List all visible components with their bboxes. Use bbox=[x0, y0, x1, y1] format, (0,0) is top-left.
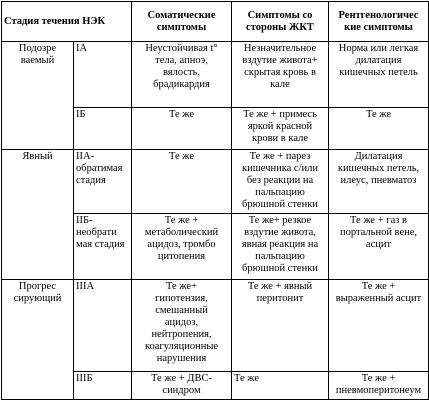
somatic-cell: Те же + ДВС- синдром bbox=[132, 372, 232, 400]
substage-cell: IA bbox=[74, 42, 132, 108]
gi-cell: Те же + явный перитонит bbox=[232, 280, 329, 372]
substage-cell: IБ bbox=[74, 108, 132, 150]
table-row bbox=[2, 280, 429, 372]
xray-cell: Норма или легкая дилатация кишечных петель bbox=[329, 42, 429, 108]
somatic-cell: Те же bbox=[132, 150, 232, 214]
nec-stages-table bbox=[1, 1, 429, 400]
gi-cell: Те же bbox=[232, 372, 329, 400]
gi-cell: Те же+ резкое вздутие живота, явная реакция на пальпацию брюшной стенки bbox=[232, 214, 329, 280]
header-stage: Стадия течения НЭК bbox=[2, 2, 132, 42]
table-row bbox=[2, 150, 429, 214]
xray-cell: Те же bbox=[329, 108, 429, 150]
xray-cell: Дилатация кишечных петель, илеус, пневматоз bbox=[329, 150, 429, 214]
somatic-cell: Неустойчивая t° тела, апноэ, вялость, брадикардия bbox=[132, 42, 232, 108]
xray-cell: Те же + пневмоперитонеум bbox=[329, 372, 429, 400]
table-row bbox=[2, 42, 429, 108]
somatic-cell: Те же+ гипотензия, смешанный ацидоз, нейтропения, коагуляционные нарушения bbox=[132, 280, 232, 372]
substage-cell: IIA- обратимая стадия bbox=[74, 150, 132, 214]
header-gi: Симптомы со стороны ЖКТ bbox=[232, 2, 329, 42]
stage-cell: Подозре ваемый bbox=[2, 42, 74, 150]
gi-cell: Незначительное вздутие живота+ скрытая кровь в кале bbox=[232, 42, 329, 108]
gi-cell: Те же + парез кишечника с/или без реакции на пальпацию брюшной стенки bbox=[232, 150, 329, 214]
somatic-cell: Те же bbox=[132, 108, 232, 150]
somatic-cell: Те же + метаболический ацидоз, тромбо цитопения bbox=[132, 214, 232, 280]
header-row bbox=[2, 2, 429, 42]
stage-cell: Прогрес сирующий bbox=[2, 280, 74, 400]
gi-cell: Те же + примесь яркой красной крови в кале bbox=[232, 108, 329, 150]
xray-cell: Те же + газ в портальной вене, асцит bbox=[329, 214, 429, 280]
substage-cell: IIIБ bbox=[74, 372, 132, 400]
header-somatic: Соматические симптомы bbox=[132, 2, 232, 42]
xray-cell: Те же + выраженный асцит bbox=[329, 280, 429, 372]
stage-cell: Явный bbox=[2, 150, 74, 280]
substage-cell: IIБ- необрати мая стадия bbox=[74, 214, 132, 280]
substage-cell: IIIA bbox=[74, 280, 132, 372]
header-xray: Рентгенологичес кие симптомы bbox=[329, 2, 429, 42]
